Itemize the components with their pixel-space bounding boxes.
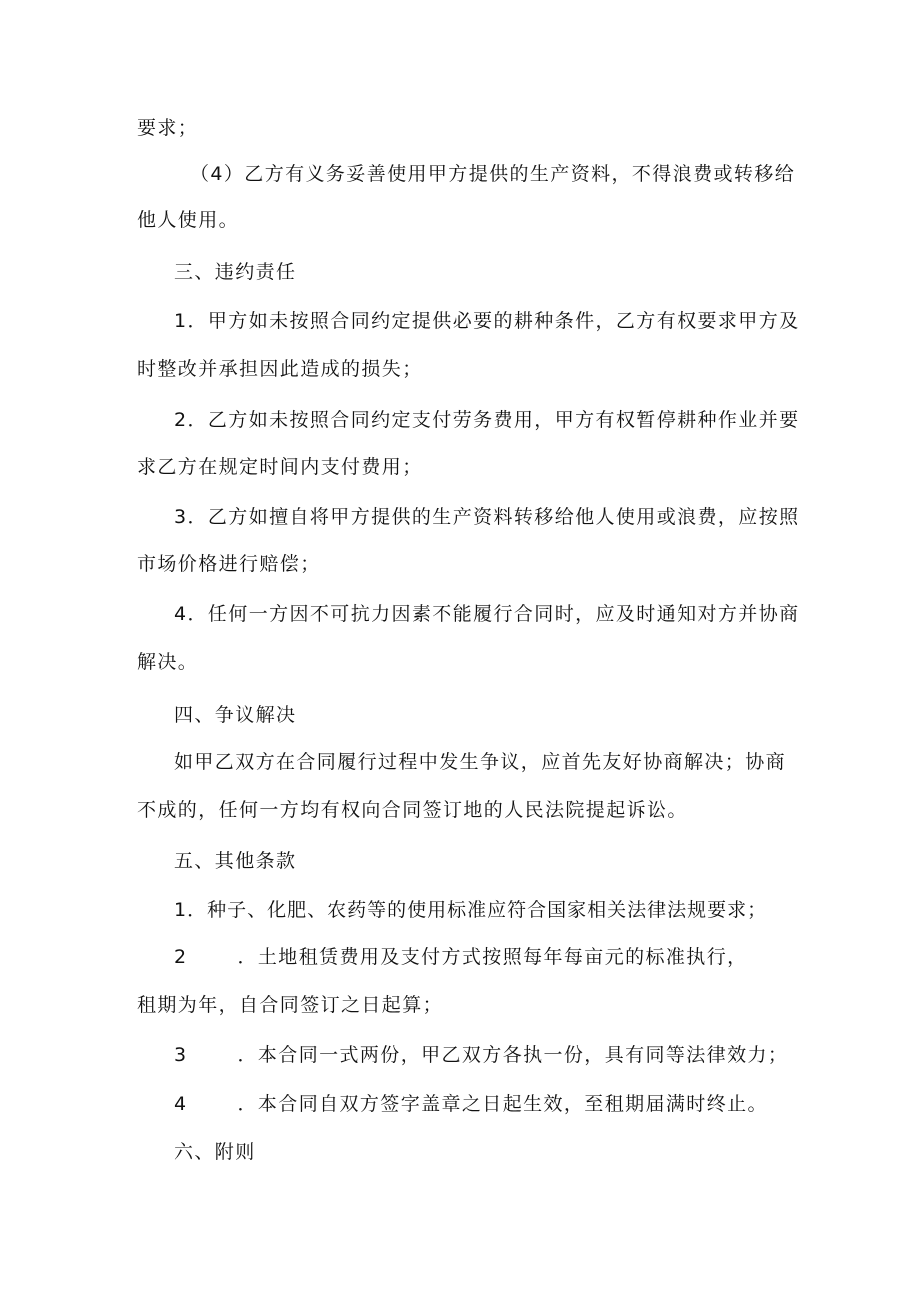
text-line: 求乙方在规定时间内支付费用； [137,456,423,478]
text-line: 2．乙方如未按照合同约定支付劳务费用，甲方有权暂停耕种作业并要 [174,409,800,431]
item-text-body: 本合同一式两份，甲乙双方各执一份，具有同等法律效力； [257,1044,789,1066]
item-number: 3 [174,1044,188,1066]
item-text: ．本合同自双方签字盖章之日起生效，至租期届满时终止。 [237,1093,768,1115]
item-number: 2 [174,946,188,968]
text-line: 不成的，任何一方均有权向合同签订地的人民法院提起诉讼。 [137,799,688,821]
text-line: 1．种子、化肥、农药等的使用标准应符合国家相关法律法规要求； [174,899,768,921]
numbered-line [174,945,748,969]
text-line: （4）乙方有义务妥善使用甲方提供的生产资料，不得浪费或转移给 [190,163,796,185]
text-line: 解决。 [137,651,199,673]
numbered-line [174,1043,788,1067]
section-heading: 四、争议解决 [174,704,297,726]
text-line: 如甲乙双方在合同履行过程中发生争议，应首先友好协商解决；协商 [174,751,787,773]
text-line: 租期为年，自合同签订之日起算； [137,994,444,1016]
text-line: 他人使用。 [137,209,240,231]
section-heading: 三、违约责任 [174,261,297,283]
text-line: 1．甲方如未按照合同约定提供必要的耕种条件，乙方有权要求甲方及 [174,310,800,332]
section-heading: 五、其他条款 [174,850,297,872]
item-text-body: 土地租赁费用及支付方式按照每年每亩元的标准执行， [257,946,748,968]
numbered-line [174,1092,768,1116]
section-heading: 六、附则 [174,1141,256,1163]
item-text-body: 本合同自双方签字盖章之日起生效，至租期届满时终止。 [257,1093,768,1115]
item-text: ．本合同一式两份，甲乙双方各执一份，具有同等法律效力； [237,1044,789,1066]
text-line: 3．乙方如擅自将甲方提供的生产资料转移给他人使用或浪费，应按照 [174,506,800,528]
text-line: 4．任何一方因不可抗力因素不能履行合同时，应及时通知对方并协商 [174,603,800,625]
text-line: 要求； [137,117,199,139]
text-line: 市场价格进行赔偿； [137,553,321,575]
text-line: 时整改并承担因此造成的损失； [137,358,423,380]
item-text: ．土地租赁费用及支付方式按照每年每亩元的标准执行， [237,946,748,968]
item-number: 4 [174,1093,188,1115]
